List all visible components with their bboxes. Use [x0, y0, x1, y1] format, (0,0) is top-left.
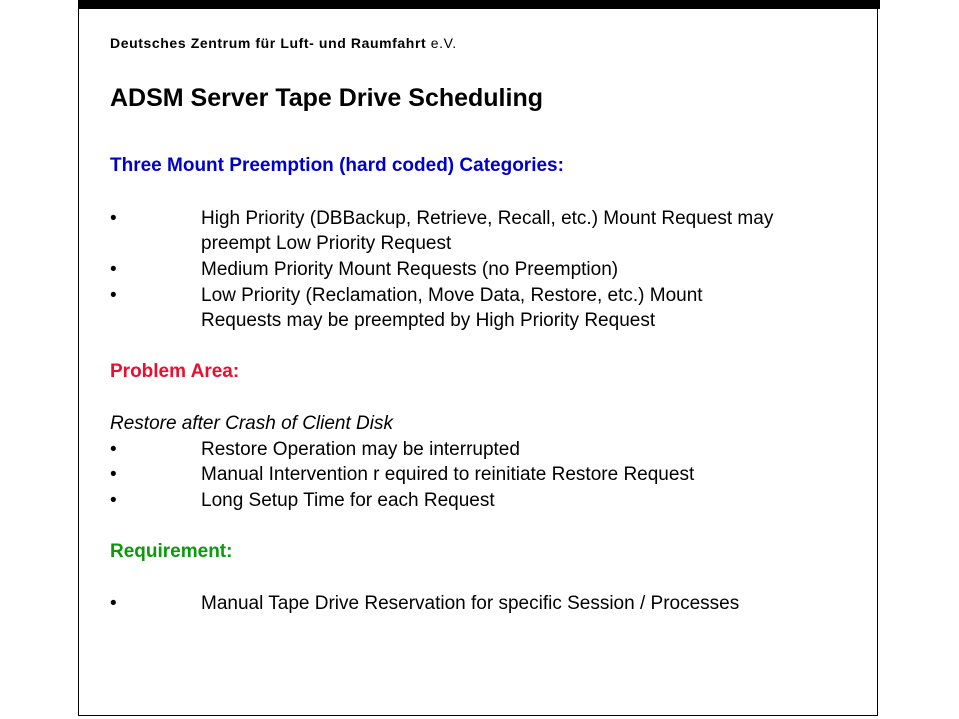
list-item-line: Medium Priority Mount Requests (no Preemption) [201, 259, 619, 280]
organization-name [110, 35, 457, 51]
section-heading-requirement: Requirement: [110, 541, 233, 562]
list-item-line: Long Setup Time for each Request [201, 490, 495, 511]
section-heading-problem-area: Problem Area: [110, 361, 240, 382]
bullet-marker: • [110, 593, 117, 614]
problem-subheading: Restore after Crash of Client Disk [110, 413, 393, 434]
list-item-line: High Priority (DBBackup, Retrieve, Recall, etc.) Mount Request may [201, 208, 774, 229]
bullet-marker: • [110, 464, 117, 485]
bullet-marker: • [110, 490, 117, 511]
list-item-line: Manual Tape Drive Reservation for specific Session / Processes [201, 593, 740, 614]
section-heading-categories: Three Mount Preemption (hard coded) Categories: [110, 155, 564, 176]
bullet-marker: • [110, 439, 117, 460]
list-item-line: Requests may be preempted by High Priority Request [201, 310, 656, 331]
slide-title: ADSM Server Tape Drive Scheduling [110, 84, 543, 112]
organization-name-main: Deutsches Zentrum für Luft- und Raumfahrt [110, 35, 427, 51]
list-item-line: Low Priority (Reclamation, Move Data, Restore, etc.) Mount [201, 285, 703, 306]
bullet-marker: • [110, 285, 117, 306]
list-item-line: Restore Operation may be interrupted [201, 439, 520, 460]
list-item-line: Manual Intervention r equired to reinitiate Restore Request [201, 464, 695, 485]
bullet-marker: • [110, 259, 117, 280]
bullet-marker: • [110, 208, 117, 229]
list-item-line: preempt Low Priority Request [201, 233, 452, 254]
organization-name-suffix: e.V. [426, 35, 457, 51]
